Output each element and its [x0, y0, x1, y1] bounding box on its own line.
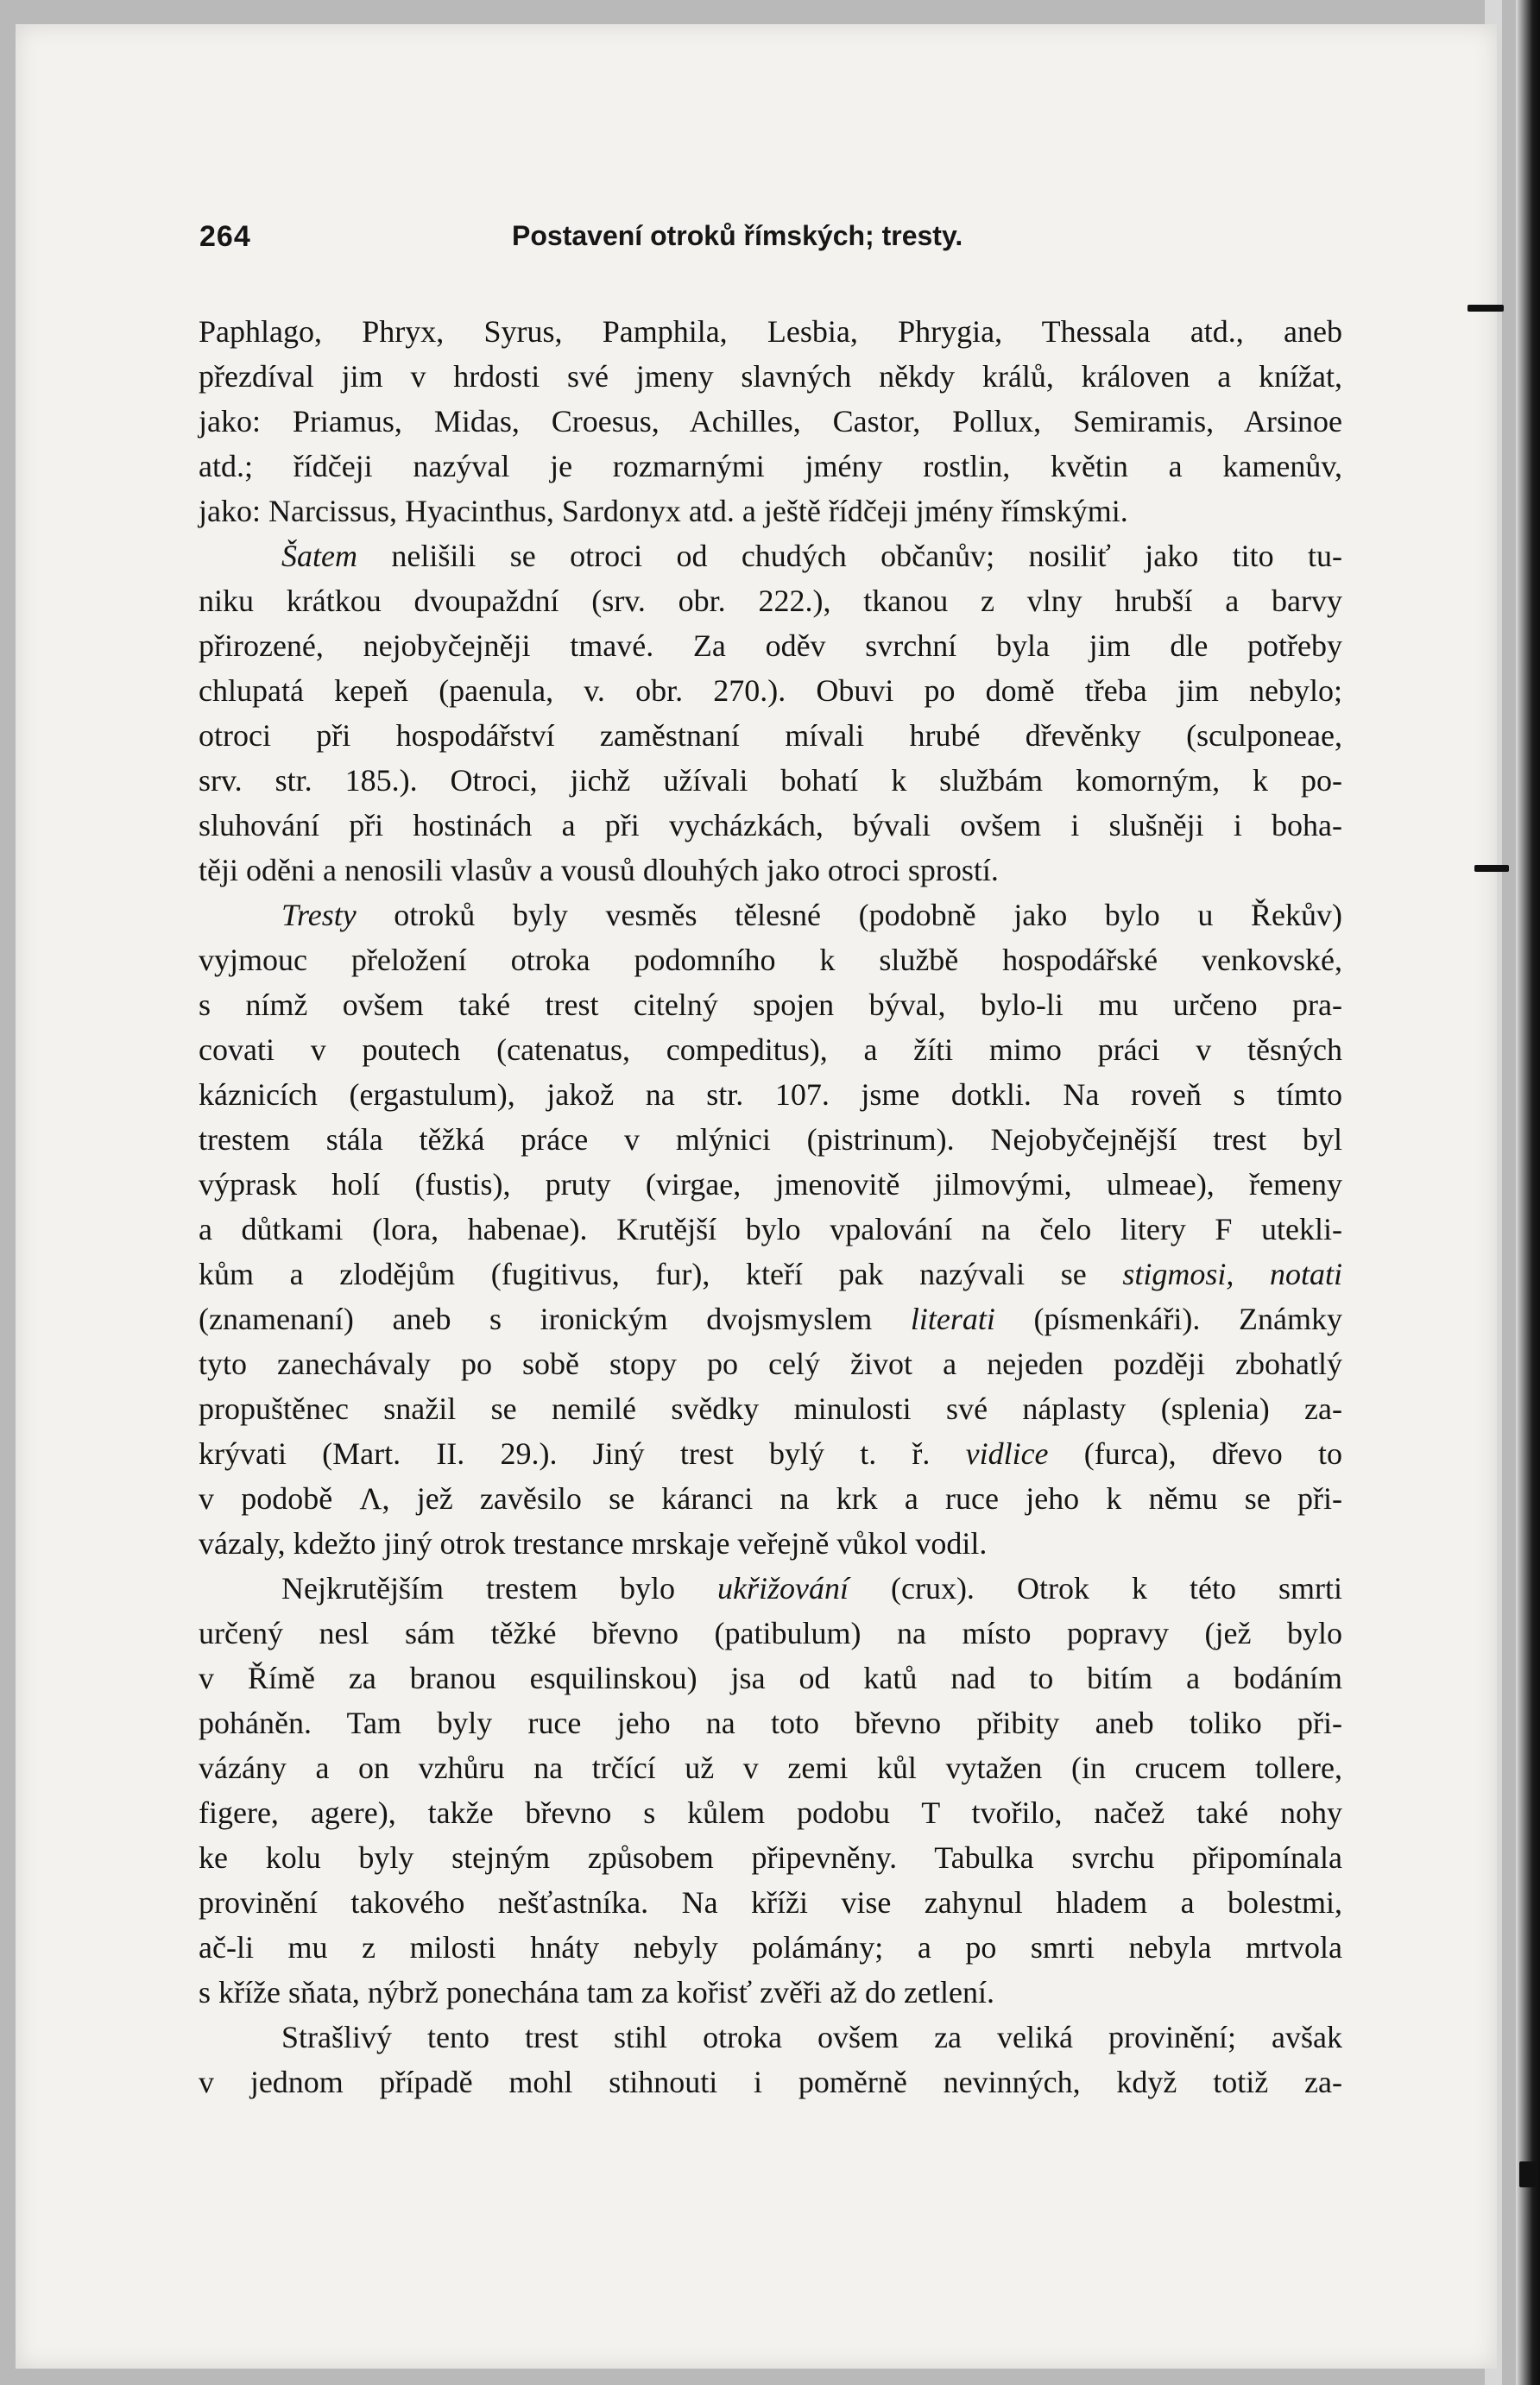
text-line: přezdíval jim v hrdosti své jmeny slavných někdy králů, královen a knížat,: [199, 359, 1342, 394]
text-line: těji oděni a nenosili vlasův a vousů dlouhých jako otroci sprostí.: [199, 853, 999, 887]
text-line: covati v poutech (catenatus, compeditus), a žíti mimo práci v těsných: [199, 1032, 1342, 1067]
text-line: poháněn. Tam byly ruce jeho na toto břevno přibity aneb toliko při-: [199, 1706, 1342, 1740]
text-line: s kříže sňata, nýbrž ponechána tam za kořisť zvěři až do zetlení.: [199, 1975, 994, 2010]
text-line: s nímž ovšem také trest citelný spojen býval, bylo-li mu určeno pra-: [199, 987, 1342, 1022]
text-line: vázány a on vzhůru na trčící už v zemi kůl vytažen (in crucem tollere,: [199, 1751, 1342, 1785]
text-line: provinění takového nešťastníka. Na kříži vise zahynul hladem a bolestmi,: [199, 1885, 1342, 1920]
page-number: 264: [199, 220, 251, 253]
scan-mark: [1474, 865, 1509, 872]
italic-term: vidlice: [965, 1436, 1049, 1471]
text-line: trestem stála těžká práce v mlýnici (pistrinum). Nejobyčejnější trest byl: [199, 1122, 1342, 1157]
text-line: atd.; řídčeji nazýval je rozmarnými jmény rostlin, květin a kamenův,: [199, 449, 1342, 483]
paragraph-first-line: Tresty otroků byly vesměs tělesné (podobně jako bylo u Řekův): [281, 898, 1342, 932]
text-line: Paphlago, Phryx, Syrus, Pamphila, Lesbia, Phrygia, Thessala atd., aneb: [199, 314, 1342, 349]
text-line: vázaly, kdežto jiný otrok trestance mrskaje veřejně vůkol vodil.: [199, 1526, 988, 1561]
text-line: přirozené, nejobyčejněji tmavé. Za oděv svrchní byla jim dle potřeby: [199, 628, 1342, 663]
text-line: figere, agere), takže břevno s kůlem podobu T tvořilo, načež také nohy: [199, 1795, 1342, 1830]
text-line: jako: Narcissus, Hyacinthus, Sardonyx atd. a ještě řídčeji jmény římskými.: [199, 494, 1128, 528]
text-line: krývati (Mart. II. 29.). Jiný trest bylý t. ř. vidlice (furca), dřevo to: [199, 1436, 1342, 1471]
text-line: a důtkami (lora, habenae). Krutější bylo vpalování na čelo litery F utekli-: [199, 1212, 1342, 1246]
text-line: káznicích (ergastulum), jakož na str. 107. jsme dotkli. Na roveň s tímto: [199, 1077, 1342, 1112]
italic-heading-term: Šatem: [281, 539, 357, 573]
italic-heading-term: Tresty: [281, 898, 357, 932]
text-line: niku krátkou dvoupaždní (srv. obr. 222.), tkanou z vlny hrubší a barvy: [199, 584, 1342, 618]
text-line: jako: Priamus, Midas, Croesus, Achilles, Castor, Pollux, Semiramis, Arsinoe: [199, 404, 1342, 439]
text-line: určený nesl sám těžké břevno (patibulum) na místo popravy (jež bylo: [199, 1616, 1342, 1650]
text-line: tyto zanechávaly po sobě stopy po celý život a nejeden později zbohatlý: [199, 1347, 1342, 1381]
paragraph-first-line: Nejkrutějším trestem bylo ukřižování (crux). Otrok k této smrti: [281, 1571, 1342, 1606]
italic-term: ukřižování: [716, 1571, 849, 1606]
scanner-shadow: [1516, 0, 1540, 2385]
italic-term: stigmosi, notati: [1122, 1257, 1343, 1291]
paragraph-first-line: Šatem nelišili se otroci od chudých občanův; nosiliť jako tito tu-: [281, 539, 1342, 573]
running-title: Postavení otroků římských; tresty.: [512, 220, 963, 251]
text-line: propuštěnec snažil se nemilé svědky minulosti své náplasty (splenia) za-: [199, 1391, 1342, 1426]
scan-mark: [1519, 2161, 1538, 2187]
page-body: [199, 309, 1342, 2104]
page-header: [199, 220, 1348, 272]
text-line: sluhování při hostinách a při vycházkách, bývali ovšem i slušněji i boha-: [199, 808, 1342, 842]
text-line: v Římě za branou esquilinskou) jsa od katů nad to bitím a bodáním: [199, 1661, 1342, 1695]
text-line: výprask holí (fustis), pruty (virgae, jmenovitě jilmovými, ulmeae), řemeny: [199, 1167, 1342, 1202]
text-line: otroci při hospodářství zaměstnaní mívali hrubé dřevěnky (sculponeae,: [199, 718, 1342, 753]
text-line: ač-li mu z milosti hnáty nebyly polámány; a po smrti nebyla mrtvola: [199, 1930, 1342, 1965]
text-line: kům a zlodějům (fugitivus, fur), kteří pak nazývali se stigmosi, notati: [199, 1257, 1343, 1291]
scan-mark: [1467, 305, 1504, 312]
text-line: chlupatá kepeň (paenula, v. obr. 270.). Obuvi po domě třeba jim nebylo;: [199, 673, 1342, 708]
italic-term: literati: [910, 1302, 995, 1336]
text-line: v jednom případě mohl stihnouti i poměrně nevinných, když totiž za-: [199, 2065, 1342, 2099]
paragraph-first-line: Strašlivý tento trest stihl otroka ovšem za veliká provinění; avšak: [281, 2020, 1342, 2054]
text-line: ke kolu byly stejným způsobem připevněny. Tabulka svrchu připomínala: [199, 1840, 1342, 1875]
text-line: v podobě Λ, jež zavěsilo se káranci na krk a ruce jeho k němu se při-: [199, 1481, 1342, 1516]
text-line: vyjmouc přeložení otroka podomního k službě hospodářské venkovské,: [199, 943, 1342, 977]
text-line: (znamenaní) aneb s ironickým dvojsmyslem literati (písmenkáři). Známky: [199, 1302, 1342, 1336]
text-line: srv. str. 185.). Otroci, jichž užívali bohatí k službám komorným, k po-: [199, 763, 1342, 798]
